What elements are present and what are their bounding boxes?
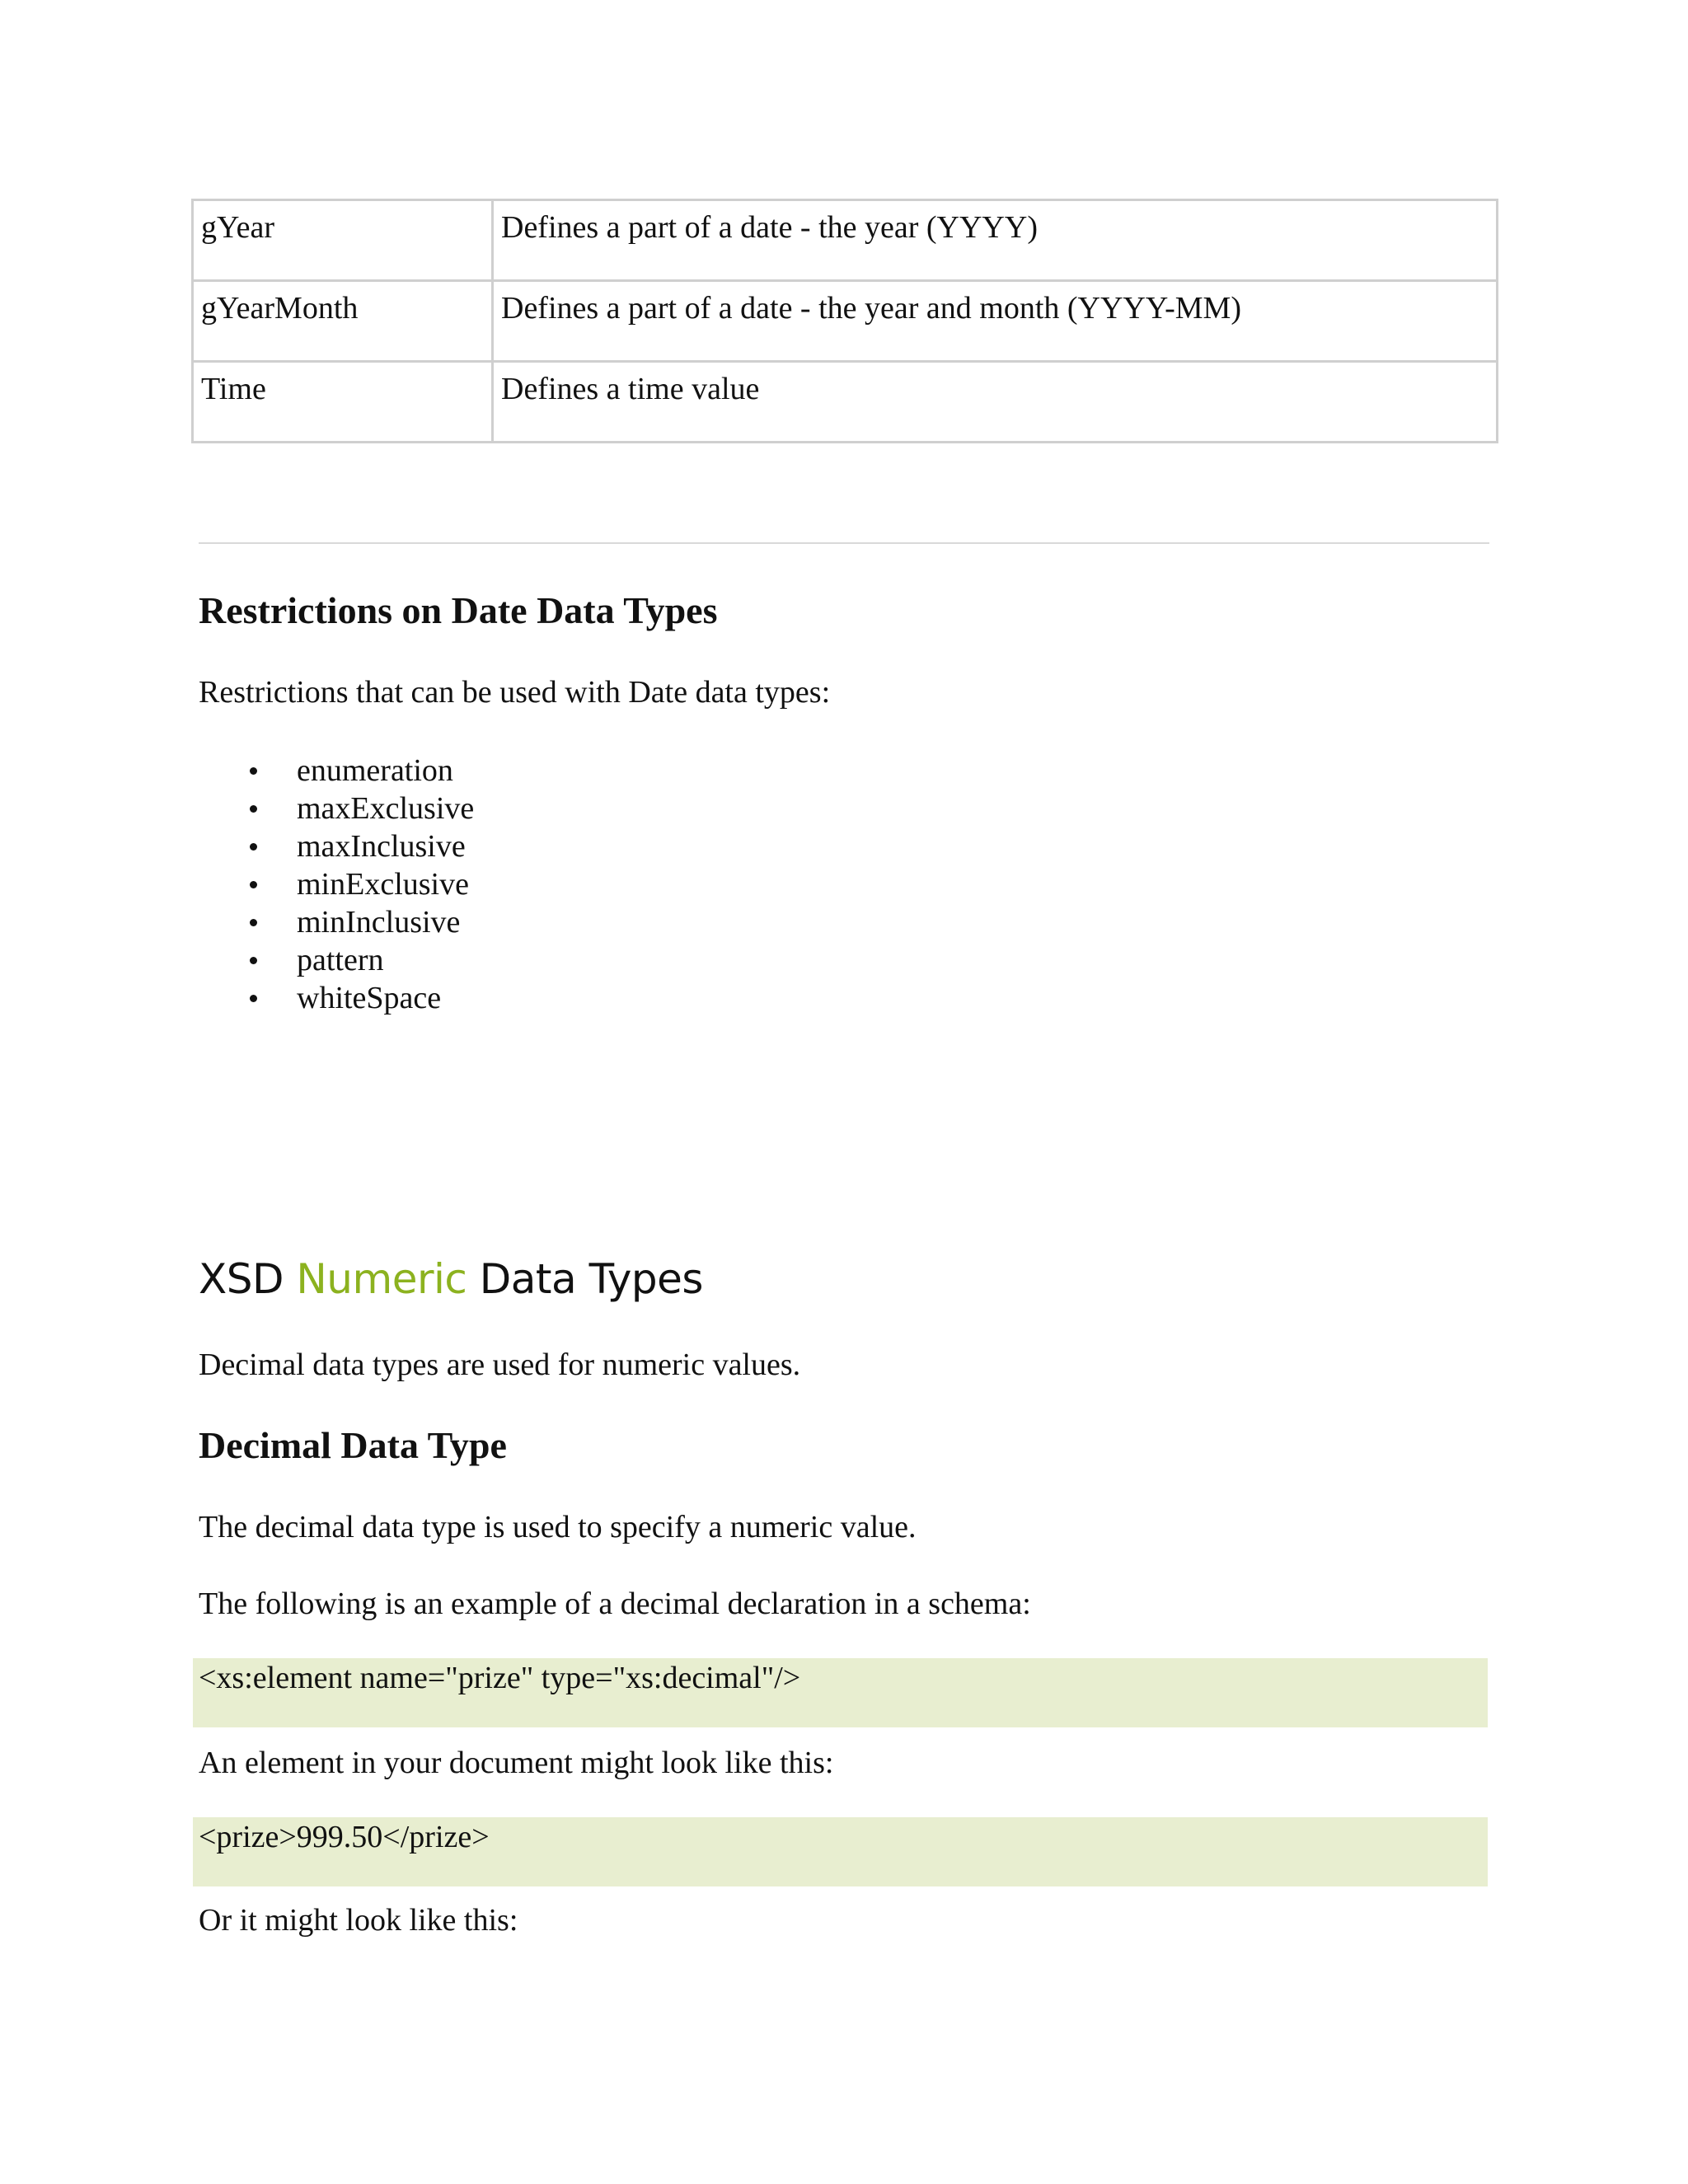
list-item: minExclusive bbox=[199, 865, 474, 903]
bullet-icon bbox=[250, 805, 257, 813]
bullet-icon bbox=[250, 919, 257, 926]
list-item: minInclusive bbox=[199, 903, 474, 941]
table-row bbox=[193, 200, 1498, 281]
type-description-cell: Defines a part of a date - the year (YYYY) bbox=[493, 200, 1498, 281]
list-item: enumeration bbox=[199, 752, 474, 790]
decimal-heading: Decimal Data Type bbox=[199, 1424, 507, 1466]
restrictions-list bbox=[199, 752, 474, 1017]
restrictions-intro: Restrictions that can be used with Date data types: bbox=[199, 675, 831, 710]
type-name-cell: gYearMonth bbox=[193, 281, 493, 362]
restrictions-heading: Restrictions on Date Data Types bbox=[199, 589, 718, 631]
decimal-para-1: The decimal data type is used to specify a numeric value. bbox=[199, 1510, 917, 1544]
table-row bbox=[193, 281, 1498, 362]
code-block bbox=[193, 1817, 1488, 1886]
date-types-table bbox=[191, 199, 1498, 443]
bullet-icon bbox=[250, 767, 257, 775]
numeric-section-title: XSD Numeric Data Types bbox=[199, 1255, 703, 1303]
numeric-intro: Decimal data types are used for numeric values. bbox=[199, 1347, 801, 1382]
list-item: whiteSpace bbox=[199, 979, 474, 1017]
type-description-cell: Defines a part of a date - the year and month (YYYY-MM) bbox=[493, 281, 1498, 362]
title-accent: Numeric bbox=[296, 1255, 467, 1303]
bullet-icon bbox=[250, 881, 257, 888]
list-item: pattern bbox=[199, 941, 474, 979]
bullet-icon bbox=[250, 957, 257, 964]
code-block bbox=[193, 1658, 1488, 1727]
bullet-icon bbox=[250, 995, 257, 1002]
list-item: maxExclusive bbox=[199, 790, 474, 827]
decimal-para-4: Or it might look like this: bbox=[199, 1903, 518, 1938]
bullet-icon bbox=[250, 843, 257, 851]
code-text: <xs:element name="prize" type="xs:decimal"/> bbox=[199, 1661, 801, 1695]
type-description-cell: Defines a time value bbox=[493, 362, 1498, 443]
section-divider bbox=[199, 542, 1489, 544]
code-text: <prize>999.50</prize> bbox=[199, 1820, 490, 1854]
decimal-para-3: An element in your document might look like this: bbox=[199, 1746, 834, 1780]
list-item: maxInclusive bbox=[199, 827, 474, 865]
type-name-cell: gYear bbox=[193, 200, 493, 281]
table-row bbox=[193, 362, 1498, 443]
type-name-cell: Time bbox=[193, 362, 493, 443]
decimal-para-2: The following is an example of a decimal declaration in a schema: bbox=[199, 1586, 1031, 1621]
